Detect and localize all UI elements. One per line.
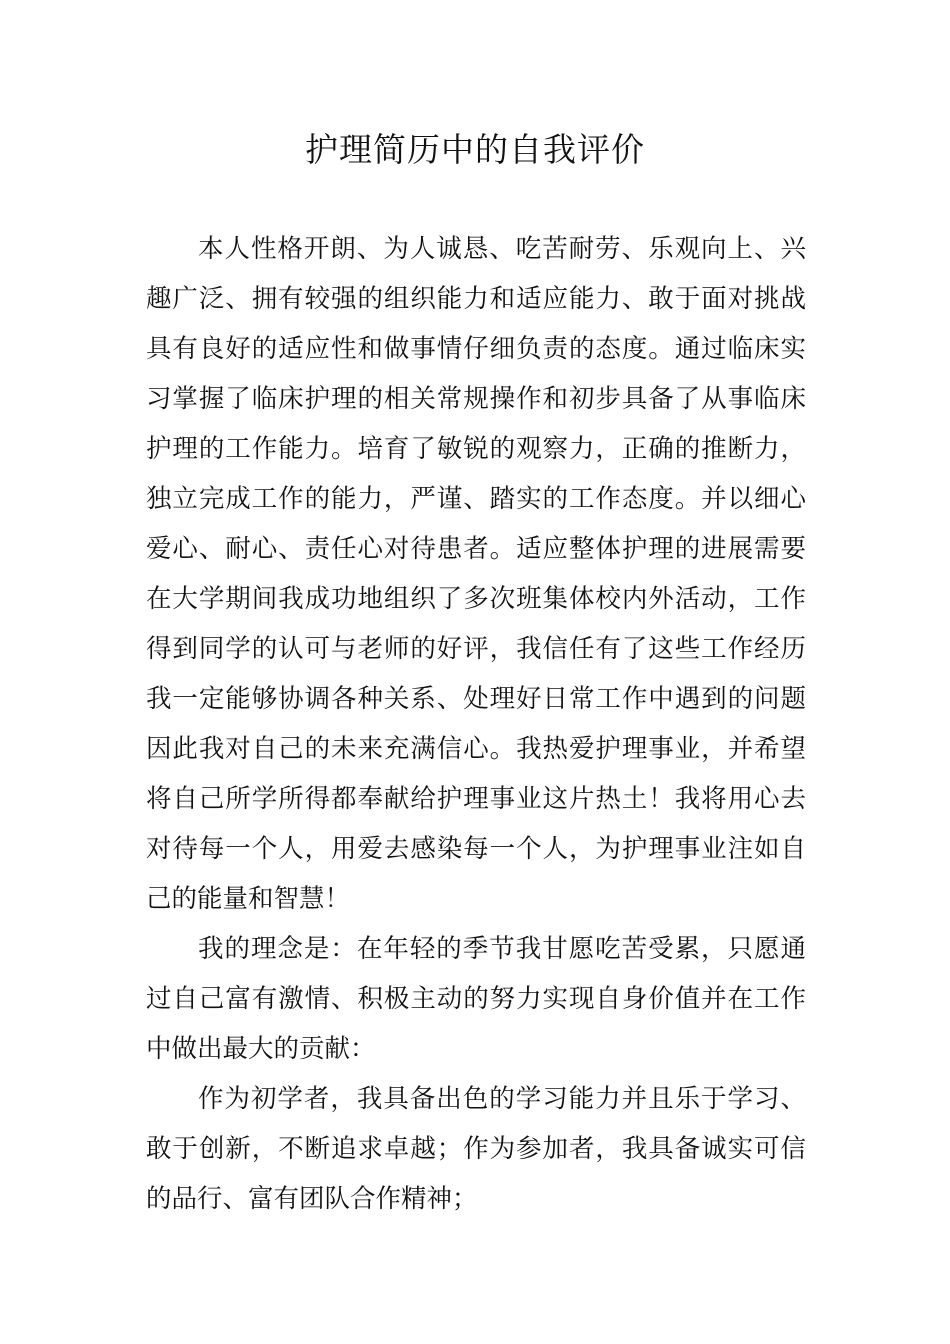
paragraph-1-line-10: 我一定能够协调各种关系、处理好日常工作中遇到的问题 <box>146 684 806 714</box>
paragraph-3-line-1: 作为初学者，我具备出色的学习能力并且乐于学习、 <box>198 1084 806 1114</box>
paragraph-1-line-6: 独立完成工作的能力，严谨、踏实的工作态度。并以细心 <box>146 484 806 514</box>
paragraph-3-line-3: 的品行、富有团队合作精神； <box>146 1184 478 1214</box>
paragraph-2-line-2: 过自己富有激情、积极主动的努力实现自身价值并在工作 <box>146 984 806 1014</box>
paragraph-3-line-2: 敢于创新，不断追求卓越；作为参加者，我具备诚实可信 <box>146 1134 806 1164</box>
paragraph-1-line-1: 本人性格开朗、为人诚恳、吃苦耐劳、乐观向上、兴 <box>198 234 806 264</box>
paragraph-1-line-2: 趣广泛、拥有较强的组织能力和适应能力、敢于面对挑战 <box>146 284 806 314</box>
paragraph-1-line-7: 爱心、耐心、责任心对待患者。适应整体护理的进展需要 <box>146 534 806 564</box>
paragraph-1-line-5: 护理的工作能力。培育了敏锐的观察力，正确的推断力， <box>146 434 806 464</box>
paragraph-2-line-3: 中做出最大的贡献： <box>146 1034 376 1064</box>
paragraph-2-line-1: 我的理念是：在年轻的季节我甘愿吃苦受累，只愿通 <box>198 934 806 964</box>
paragraph-1-line-12: 将自己所学所得都奉献给护理事业这片热土！我将用心去 <box>146 784 806 814</box>
document-title: 护理简历中的自我评价 <box>305 130 645 169</box>
paragraph-1-line-8: 在大学期间我成功地组织了多次班集体校内外活动，工作 <box>146 584 806 614</box>
paragraph-1-line-14: 己的能量和智慧！ <box>146 884 351 914</box>
paragraph-1-line-4: 习掌握了临床护理的相关常规操作和初步具备了从事临床 <box>146 384 806 414</box>
paragraph-1-line-11: 因此我对自己的未来充满信心。我热爱护理事业，并希望 <box>146 734 806 764</box>
paragraph-1-line-9: 得到同学的认可与老师的好评，我信任有了这些工作经历 <box>146 634 806 664</box>
paragraph-1-line-13: 对待每一个人，用爱去感染每一个人，为护理事业注如自 <box>146 834 806 864</box>
paragraph-1-line-3: 具有良好的适应性和做事情仔细负责的态度。通过临床实 <box>146 334 806 364</box>
